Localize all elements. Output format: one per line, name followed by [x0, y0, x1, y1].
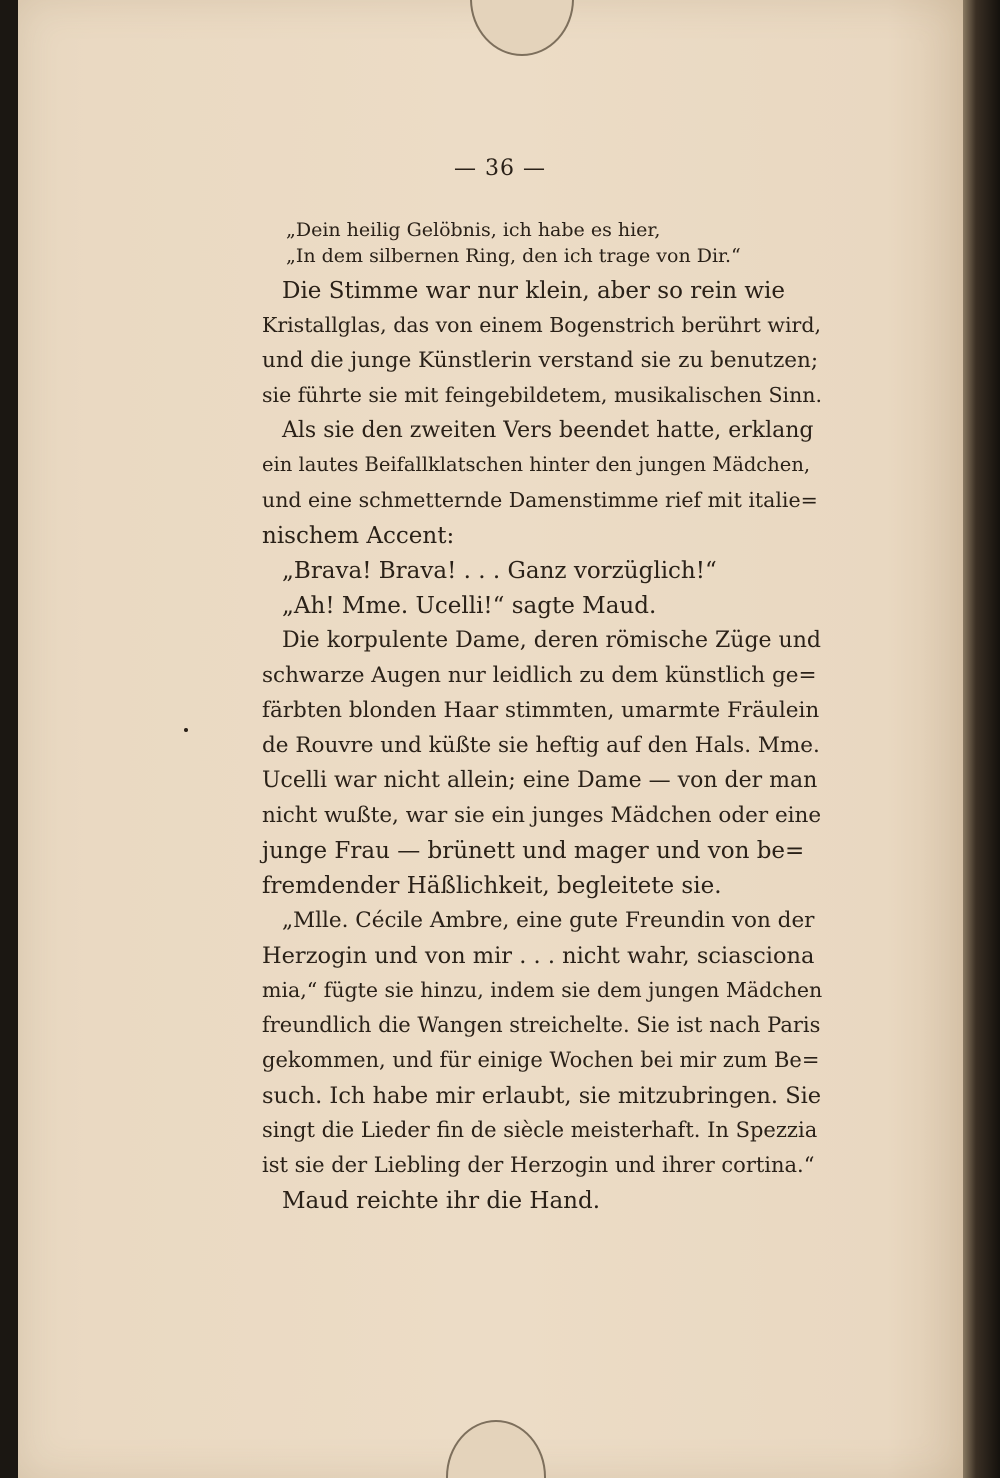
text-line: ist sie der Liebling der Herzogin und ihrer cortina.“: [262, 1153, 815, 1177]
text-line: Die Stimme war nur klein, aber so rein wie: [282, 278, 786, 304]
text-line: und die junge Künstlerin verstand sie zu benutzen;: [262, 348, 819, 373]
text-line: färbten blonden Haar stimmten, umarmte Fräulein: [262, 698, 820, 723]
text-line: gekommen, und für einige Wochen bei mir zum Be=: [262, 1048, 820, 1072]
text-line: Kristallglas, das von einem Bogenstrich berührt wird,: [262, 313, 821, 337]
text-line: nicht wußte, war sie ein junges Mädchen oder eine: [262, 803, 822, 828]
text-line: mia,“ fügte sie hinzu, indem sie dem jungen Mädchen: [262, 978, 823, 1002]
text-line: Die korpulente Dame, deren römische Züge und: [282, 628, 821, 653]
text-line: und eine schmetternde Damenstimme rief mit italie=: [262, 488, 818, 512]
margin-ink-dot: [184, 728, 188, 732]
page-number: — 36 —: [454, 156, 546, 181]
text-line: „Mlle. Cécile Ambre, eine gute Freundin von der: [282, 908, 815, 933]
text-line: fremdender Häßlichkeit, begleitete sie.: [262, 873, 722, 899]
text-line: de Rouvre und küßte sie heftig auf den Hals. Mme.: [262, 733, 820, 758]
text-line: Als sie den zweiten Vers beendet hatte, erklang: [282, 418, 814, 443]
text-line: Ucelli war nicht allein; eine Dame — von der man: [262, 768, 818, 793]
verse-line: „In dem silbernen Ring, den ich trage von Dir.“: [286, 245, 741, 267]
binding-edge: [963, 0, 1000, 1478]
text-line: Maud reichte ihr die Hand.: [282, 1188, 601, 1214]
text-line: sie führte sie mit feingebildetem, musikalischen Sinn.: [262, 383, 822, 407]
text-line: „Ah! Mme. Ucelli!“ sagte Maud.: [282, 593, 657, 619]
text-line: singt die Lieder fin de siècle meisterhaft. In Spezzia: [262, 1118, 818, 1142]
text-line: nischem Accent:: [262, 523, 455, 549]
text-line: „Brava! Brava! . . . Ganz vorzüglich!“: [282, 558, 717, 584]
verse-line: „Dein heilig Gelöbnis, ich habe es hier,: [286, 219, 661, 241]
text-line: ein lautes Beifallklatschen hinter den jungen Mädchen,: [262, 453, 811, 476]
text-line: such. Ich habe mir erlaubt, sie mitzubringen. Sie: [262, 1083, 822, 1109]
text-line: freundlich die Wangen streichelte. Sie ist nach Paris: [262, 1013, 821, 1037]
text-line: junge Frau — brünett und mager und von be=: [262, 838, 805, 864]
text-line: Herzogin und von mir . . . nicht wahr, sciasciona: [262, 943, 815, 969]
text-line: schwarze Augen nur leidlich zu dem künstlich ge=: [262, 663, 817, 688]
